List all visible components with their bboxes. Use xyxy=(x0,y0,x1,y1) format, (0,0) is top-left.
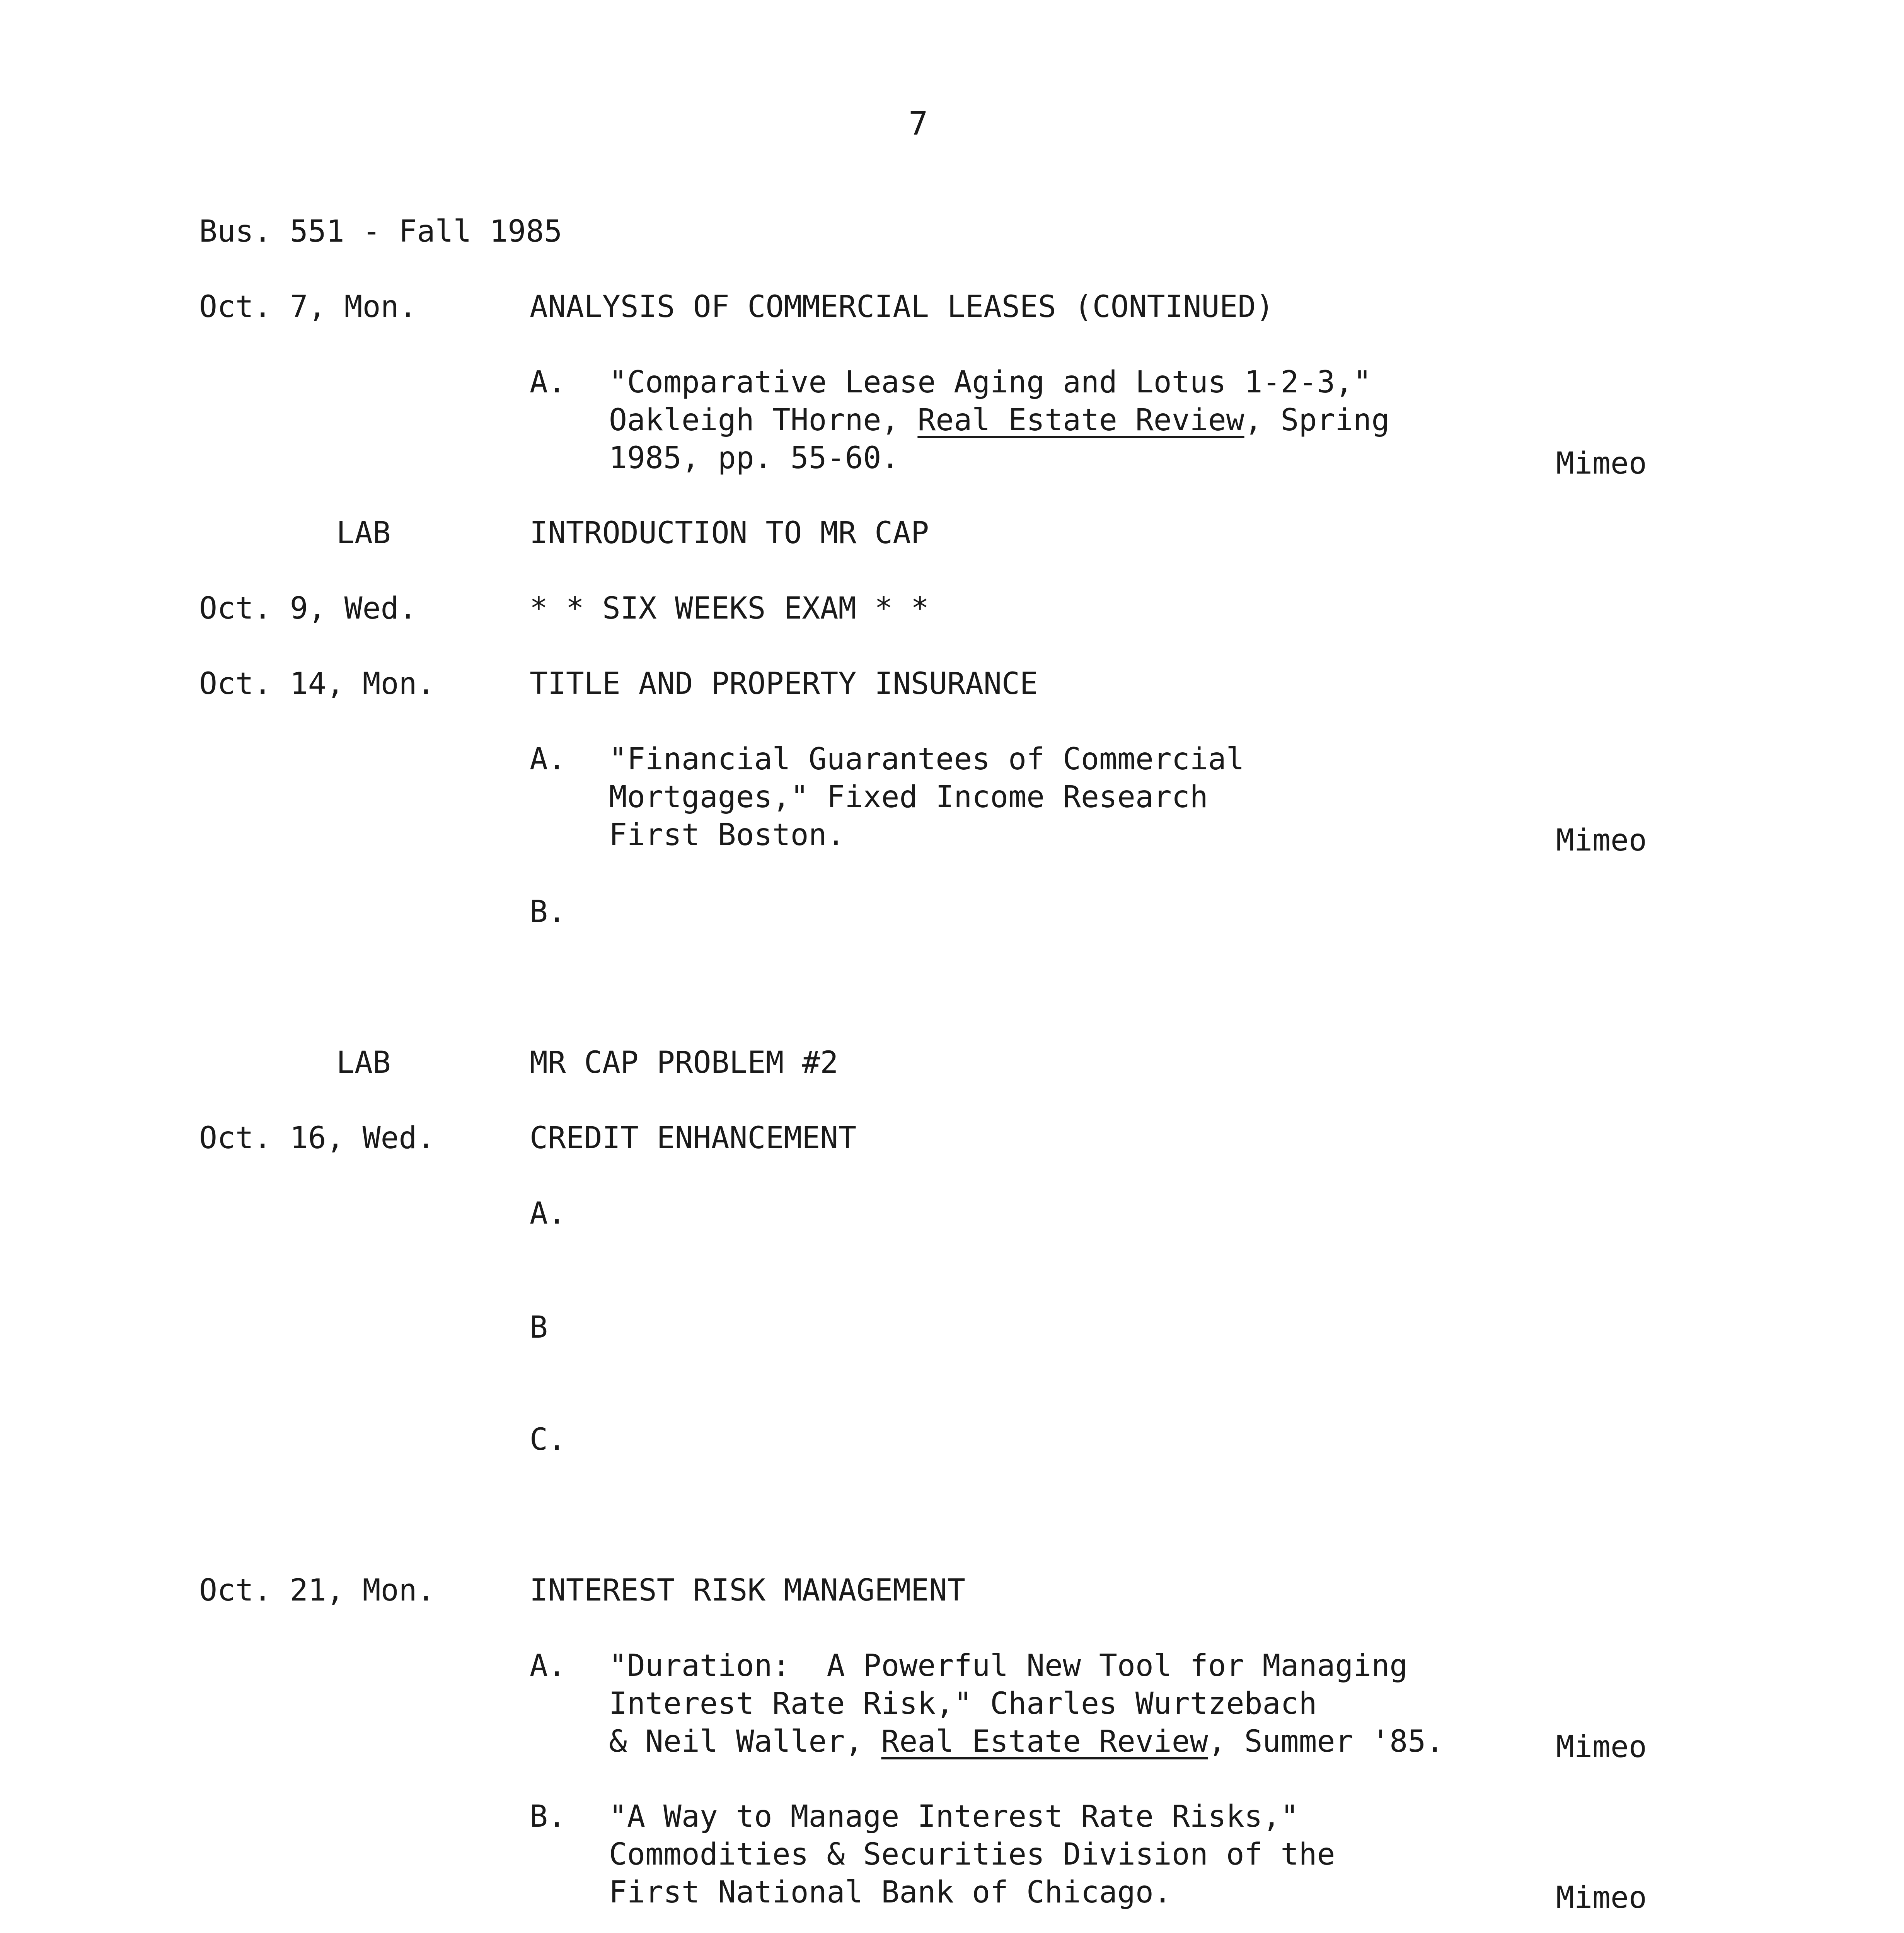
reading-line: 1985, pp. 55-60. xyxy=(609,441,900,476)
lab-label: LAB xyxy=(336,516,391,551)
reading-text: Oakleigh THorne, xyxy=(609,403,918,438)
page-number: 7 xyxy=(909,104,928,142)
session-topic: TITLE AND PROPERTY INSURANCE xyxy=(530,666,1038,701)
reading-letter: A. xyxy=(530,1196,566,1231)
reading-letter: C. xyxy=(530,1422,566,1457)
reading-line xyxy=(609,1723,1444,1761)
reading-text: & Neil Waller, xyxy=(609,1724,881,1759)
session-date: Oct. 7, Mon. xyxy=(199,290,417,324)
reading-line: "A Way to Manage Interest Rate Risks," xyxy=(609,1799,1299,1834)
session-topic: INTEREST RISK MANAGEMENT xyxy=(530,1573,966,1608)
reading-line: First National Bank of Chicago. xyxy=(609,1875,1172,1910)
session-topic: ANALYSIS OF COMMERCIAL LEASES (CONTINUED) xyxy=(530,290,1274,324)
reading-line: "Financial Guarantees of Commercial xyxy=(609,742,1244,777)
session-topic: * * SIX WEEKS EXAM * * xyxy=(530,591,929,626)
reading-letter: B. xyxy=(530,895,566,929)
lab-label: LAB xyxy=(336,1045,391,1080)
reading-line: "Duration: A Powerful New Tool for Managing xyxy=(609,1648,1408,1683)
session-topic: INTRODUCTION TO MR CAP xyxy=(530,516,929,551)
session-topic: CREDIT ENHANCEMENT xyxy=(530,1121,857,1156)
reading-letter: B xyxy=(530,1310,548,1345)
session-date: Oct. 14, Mon. xyxy=(199,666,435,701)
reading-line: First Boston. xyxy=(609,818,845,852)
journal-title: Real Estate Review xyxy=(881,1724,1208,1759)
session-topic: MR CAP PROBLEM #2 xyxy=(530,1045,839,1080)
reading-letter: B. xyxy=(530,1799,566,1834)
reading-source: Mimeo xyxy=(1556,1880,1647,1915)
reading-letter: A. xyxy=(530,742,566,777)
session-date: Oct. 9, Wed. xyxy=(199,591,417,626)
session-date: Oct. 16, Wed. xyxy=(199,1121,435,1156)
reading-text: , Summer '85. xyxy=(1208,1724,1444,1759)
reading-letter: A. xyxy=(530,365,566,400)
reading-letter: A. xyxy=(530,1648,566,1683)
reading-line: Mortgages," Fixed Income Research xyxy=(609,780,1208,815)
session-date: Oct. 21, Mon. xyxy=(199,1573,435,1608)
reading-line: Commodities & Securities Division of the xyxy=(609,1837,1335,1872)
reading-line: Interest Rate Risk," Charles Wurtzebach xyxy=(609,1686,1317,1721)
reading-line xyxy=(609,401,1389,439)
reading-source: Mimeo xyxy=(1556,446,1647,481)
reading-text: , Spring xyxy=(1244,403,1390,438)
journal-title: Real Estate Review xyxy=(917,403,1244,438)
course-heading: Bus. 551 - Fall 1985 xyxy=(199,214,563,249)
reading-source: Mimeo xyxy=(1556,823,1647,858)
reading-line: "Comparative Lease Aging and Lotus 1-2-3," xyxy=(609,365,1372,400)
reading-source: Mimeo xyxy=(1556,1730,1647,1764)
